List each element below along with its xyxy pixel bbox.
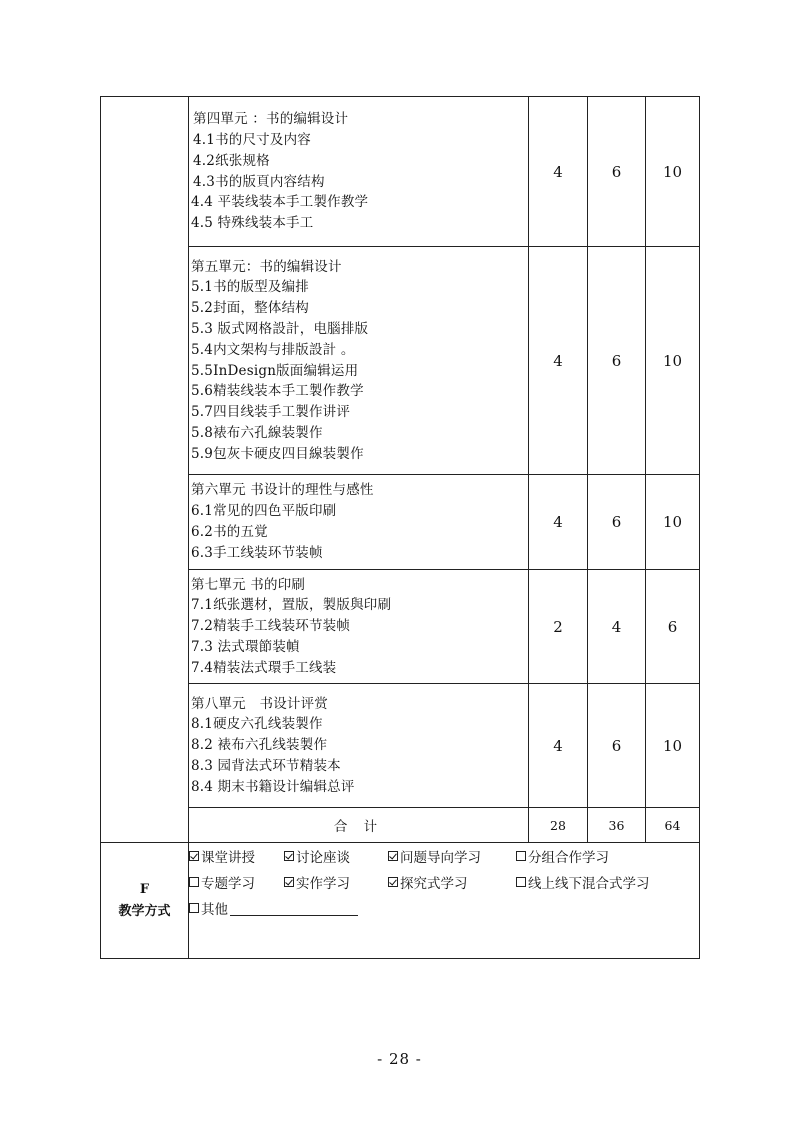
summary-total: 64 [646,808,700,843]
unit-item: 5.6精装线装本手工製作教学 [191,383,364,400]
total-hours: 10 [646,475,700,570]
practice-hours: 6 [588,684,646,808]
unchecked-checkbox[interactable] [516,851,526,861]
lecture-hours: 4 [529,97,588,247]
practice-hours: 6 [588,97,646,247]
summary-lecture: 28 [529,808,588,843]
unit-title: 第六單元 书设计的理性与感性 [191,482,374,499]
unit-item: 4.4 平装线装本手工製作教学 [191,194,369,211]
option-group-work[interactable] [516,846,609,866]
option-problem-based[interactable] [388,846,516,866]
option-other[interactable] [189,898,358,918]
unit-content-cell [189,684,529,808]
option-label: 其他 [201,902,228,918]
unit-item: 5.1书的版型及编排 [191,279,309,296]
unit-item: 6.3手工线装环节装帧 [191,544,323,561]
option-practical[interactable] [284,872,388,892]
unit-title: 第七單元 书的印刷 [191,576,306,593]
summary-row [101,808,700,843]
option-blended[interactable] [516,872,650,892]
lecture-hours: 4 [529,475,588,570]
option-discussion[interactable] [284,846,388,866]
unit-row [101,475,700,570]
checked-checkbox[interactable] [189,851,199,861]
unit-row [101,97,700,247]
unit-item: 4.1书的尺寸及内容 [193,131,311,148]
option-lecture[interactable] [189,846,284,866]
unit-item: 8.2 裱布六孔线装製作 [191,737,328,754]
unit-row [101,570,700,684]
other-blank-line[interactable] [230,901,358,916]
checked-checkbox[interactable] [388,851,398,861]
lecture-hours: 4 [529,684,588,808]
unit-item: 4.3书的版頁内容结构 [193,173,325,190]
methods-row-2 [189,869,699,895]
section-label: 教学方式 [118,903,171,919]
total-hours: 10 [646,684,700,808]
unit-content-cell [189,570,529,684]
unit-item: 5.5InDesign版面编辑运用 [191,362,359,379]
unit-content-cell [189,247,529,475]
unit-item: 7.2精装手工线装环节装帧 [191,618,351,635]
unit-item: 8.1硬皮六孔线装製作 [191,716,323,733]
unit-title: 第五單元：书的编辑设计 [191,258,342,275]
option-label: 问题导向学习 [400,850,481,866]
unit-item: 5.3 版式网格設計，电腦排版 [191,320,369,337]
checked-checkbox[interactable] [284,851,294,861]
unit-item: 4.5 特殊线装本手工 [191,215,314,232]
total-hours: 10 [646,97,700,247]
unit-item: 6.2书的五覚 [191,524,268,540]
unit-item: 5.4内文架构与排版設計 。 [191,341,355,358]
unit-item: 6.1常见的四色平版印刷 [191,503,337,520]
unit-item: 7.3 法式環節装幀 [191,638,300,655]
checked-checkbox[interactable] [284,877,294,887]
methods-row-3 [189,895,699,921]
practice-hours: 6 [588,475,646,570]
methods-options-cell [189,843,700,959]
unchecked-checkbox[interactable] [189,903,199,913]
unit-row [101,247,700,475]
unit-title: 第八單元 书设计评赏 [191,695,328,712]
unit-item: 5.2封面，整体结构 [191,300,309,317]
unchecked-checkbox[interactable] [516,877,526,887]
option-topic-study[interactable] [189,872,284,892]
empty-left-cell [101,97,189,843]
unit-content-cell [189,475,529,570]
summary-label: 合 计 [189,808,529,843]
unit-item: 7.1纸张選材，置版，製版與印刷 [191,597,392,614]
unit-item: 5.7四目线装手工製作讲评 [191,404,351,421]
methods-row-1 [189,843,699,869]
page-number: - 28 - [377,1050,422,1068]
checked-checkbox[interactable] [388,877,398,887]
unit-item: 8.3 园背法式环节精装本 [191,757,341,774]
option-label: 专题学习 [201,876,255,892]
option-label: 线上线下混合式学习 [528,876,650,892]
option-label: 讨论座谈 [296,850,350,866]
unit-item: 4.2纸张规格 [193,152,270,169]
total-hours: 6 [646,570,700,684]
practice-hours: 4 [588,570,646,684]
option-label: 课堂讲授 [201,850,255,866]
unit-row [101,684,700,808]
methods-label-cell [101,843,189,959]
option-label: 实作学习 [296,876,350,892]
practice-hours: 6 [588,247,646,475]
total-hours: 10 [646,247,700,475]
unit-item: 5.8裱布六孔線装製作 [191,424,323,441]
unit-title: 第四單元 ：书的编辑设计 [193,111,349,128]
unchecked-checkbox[interactable] [189,877,199,887]
unit-item: 8.4 期末书籍设计编辑总评 [191,778,355,795]
lecture-hours: 4 [529,247,588,475]
methods-row [101,843,700,959]
summary-practice: 36 [588,808,646,843]
unit-item: 7.4精装法式環手工线装 [191,659,337,676]
section-code: F [139,881,150,897]
option-inquiry[interactable] [388,872,516,892]
option-label: 分组合作学习 [528,850,609,866]
option-label: 探究式学习 [400,876,468,892]
course-schedule-table [100,96,700,959]
unit-content-cell [189,97,529,247]
unit-item: 5.9包灰卡硬皮四目線装製作 [191,445,364,462]
lecture-hours: 2 [529,570,588,684]
